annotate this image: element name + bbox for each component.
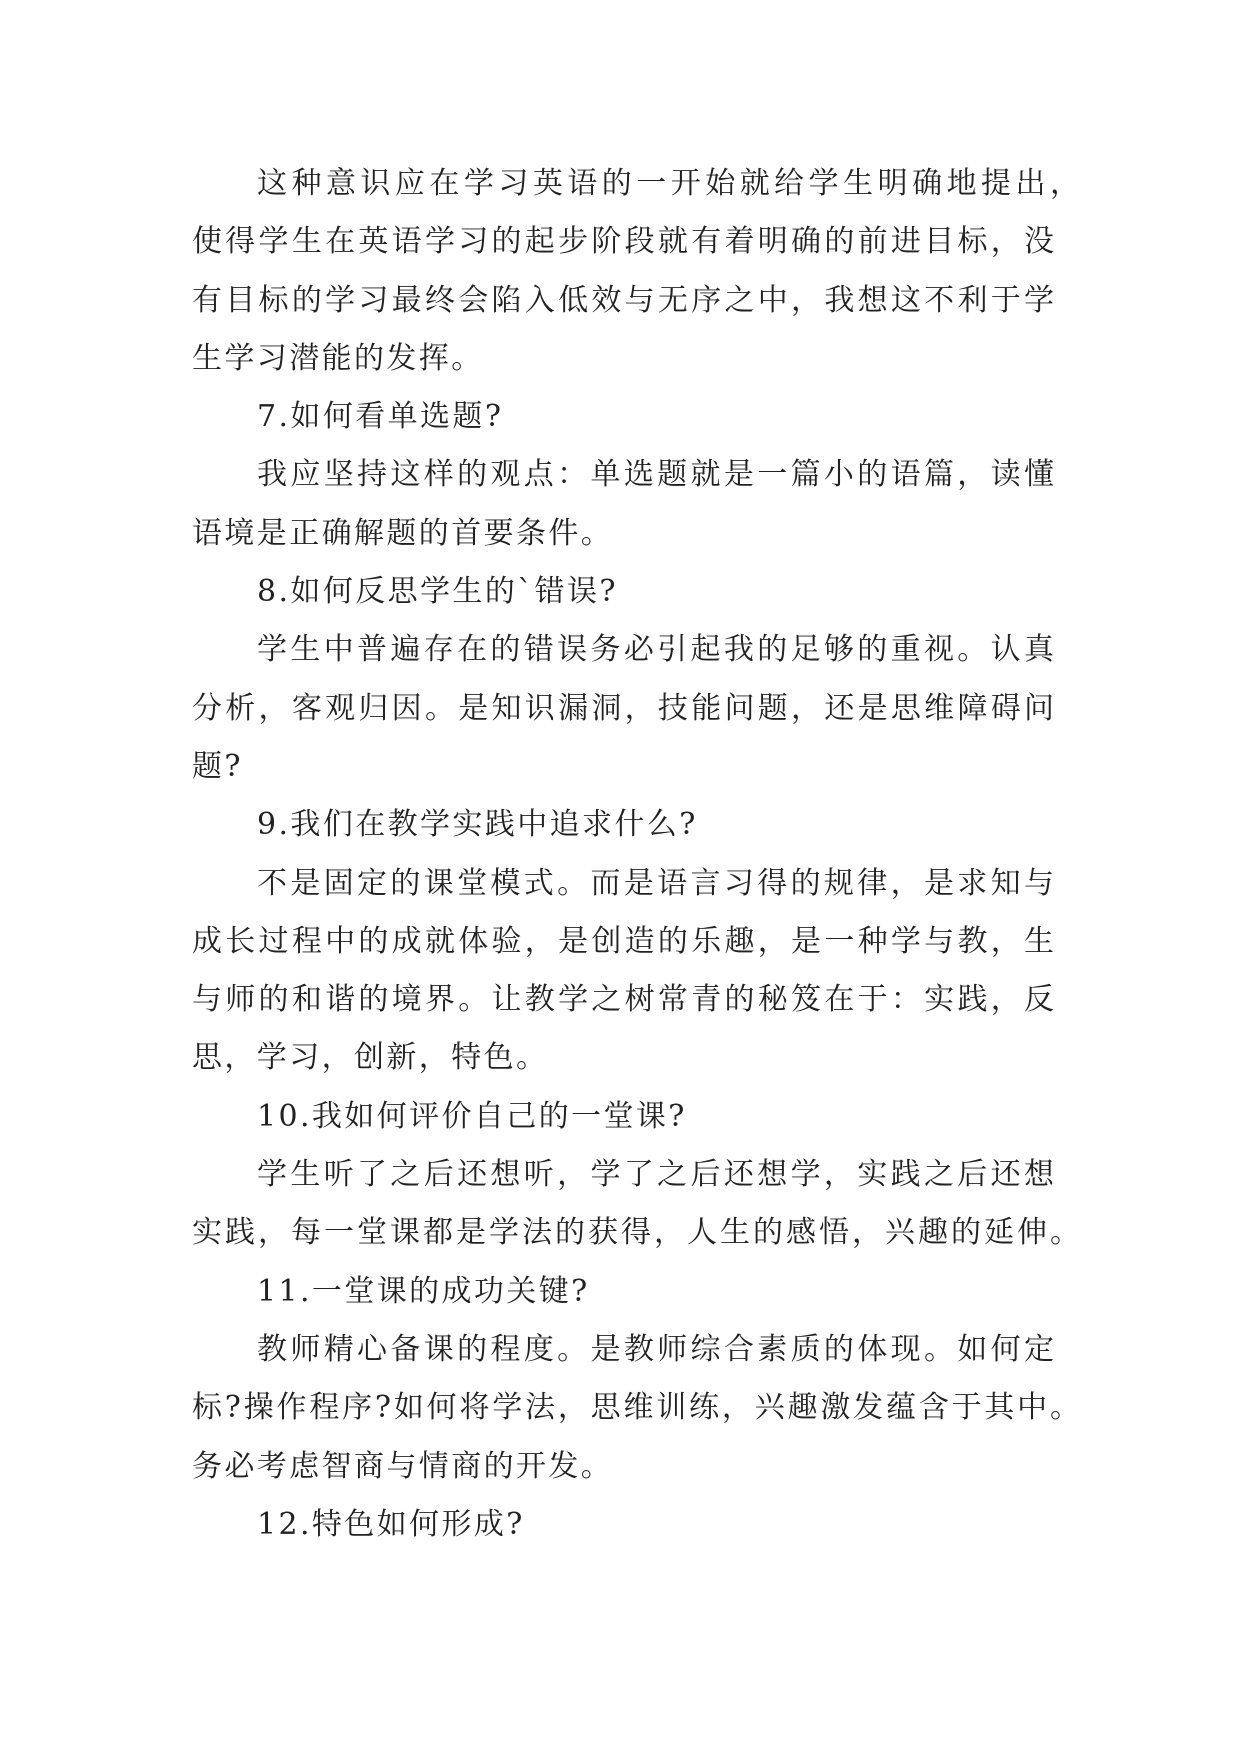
paragraph <box>192 621 1054 796</box>
paragraph-line: 我应坚持这样的观点：单选题就是一篇小的语篇，读懂 <box>257 457 1054 493</box>
question-heading-text: 12.特色如何形成? <box>257 1506 525 1542</box>
paragraph <box>192 855 1054 1088</box>
paragraph-line: 与师的和谐的境界。让教学之树常青的秘笈在于：实践，反 <box>192 982 1054 1018</box>
paragraph-line: 生学习潜能的发挥。 <box>192 340 484 376</box>
paragraph-line: 使得学生在英语学习的起步阶段就有着明确的前进目标，没 <box>192 224 1054 260</box>
paragraph-line: 实践，每一堂课都是学法的获得，人生的感悟，兴趣的延伸。 <box>192 1215 1080 1251</box>
question-heading <box>192 1263 1054 1321</box>
question-heading-text: 10.我如何评价自己的一堂课? <box>257 1098 687 1134</box>
paragraph-line: 学生听了之后还想听，学了之后还想学，实践之后还想 <box>257 1157 1054 1193</box>
paragraph-line: 有目标的学习最终会陷入低效与无序之中，我想这不利于学 <box>192 282 1054 318</box>
question-heading-text: 11.一堂课的成功关键? <box>257 1273 590 1309</box>
paragraph-line: 语境是正确解题的首要条件。 <box>192 515 614 551</box>
paragraph-line: 不是固定的课堂模式。而是语言习得的规律，是求知与 <box>257 865 1054 901</box>
question-heading <box>192 796 1054 854</box>
question-heading-text: 9.我们在教学实践中追求什么? <box>257 807 698 843</box>
paragraph <box>192 1321 1080 1496</box>
question-heading <box>192 388 1054 446</box>
paragraph-line: 务必考虑智商与情商的开发。 <box>192 1448 614 1484</box>
paragraph-line: 思，学习，创新，特色。 <box>192 1040 549 1076</box>
question-heading-text: 8.如何反思学生的`错误? <box>257 574 618 610</box>
paragraph-line: 学生中普遍存在的错误务必引起我的足够的重视。认真 <box>257 632 1054 668</box>
paragraph <box>192 1146 1080 1263</box>
paragraph-line: 标?操作程序?如何将学法，思维训练，兴趣激发蕴含于其中。 <box>192 1390 1080 1426</box>
paragraph <box>192 446 1054 563</box>
paragraph-line: 成长过程中的成就体验，是创造的乐趣，是一种学与教，生 <box>192 923 1054 959</box>
question-heading <box>192 1088 1054 1146</box>
question-heading-text: 7.如何看单选题? <box>257 399 504 435</box>
paragraph-line: 分析，客观归因。是知识漏洞，技能问题，还是思维障碍问 <box>192 690 1054 726</box>
paragraph-line: 教师精心备课的程度。是教师综合素质的体现。如何定 <box>257 1331 1054 1367</box>
paragraph-line: 题? <box>192 748 243 784</box>
question-heading <box>192 563 1054 621</box>
question-heading <box>192 1496 1054 1554</box>
paragraph <box>192 155 1080 388</box>
document-body <box>192 155 1080 1554</box>
paragraph-line: 这种意识应在学习英语的一开始就给学生明确地提出， <box>257 166 1080 201</box>
